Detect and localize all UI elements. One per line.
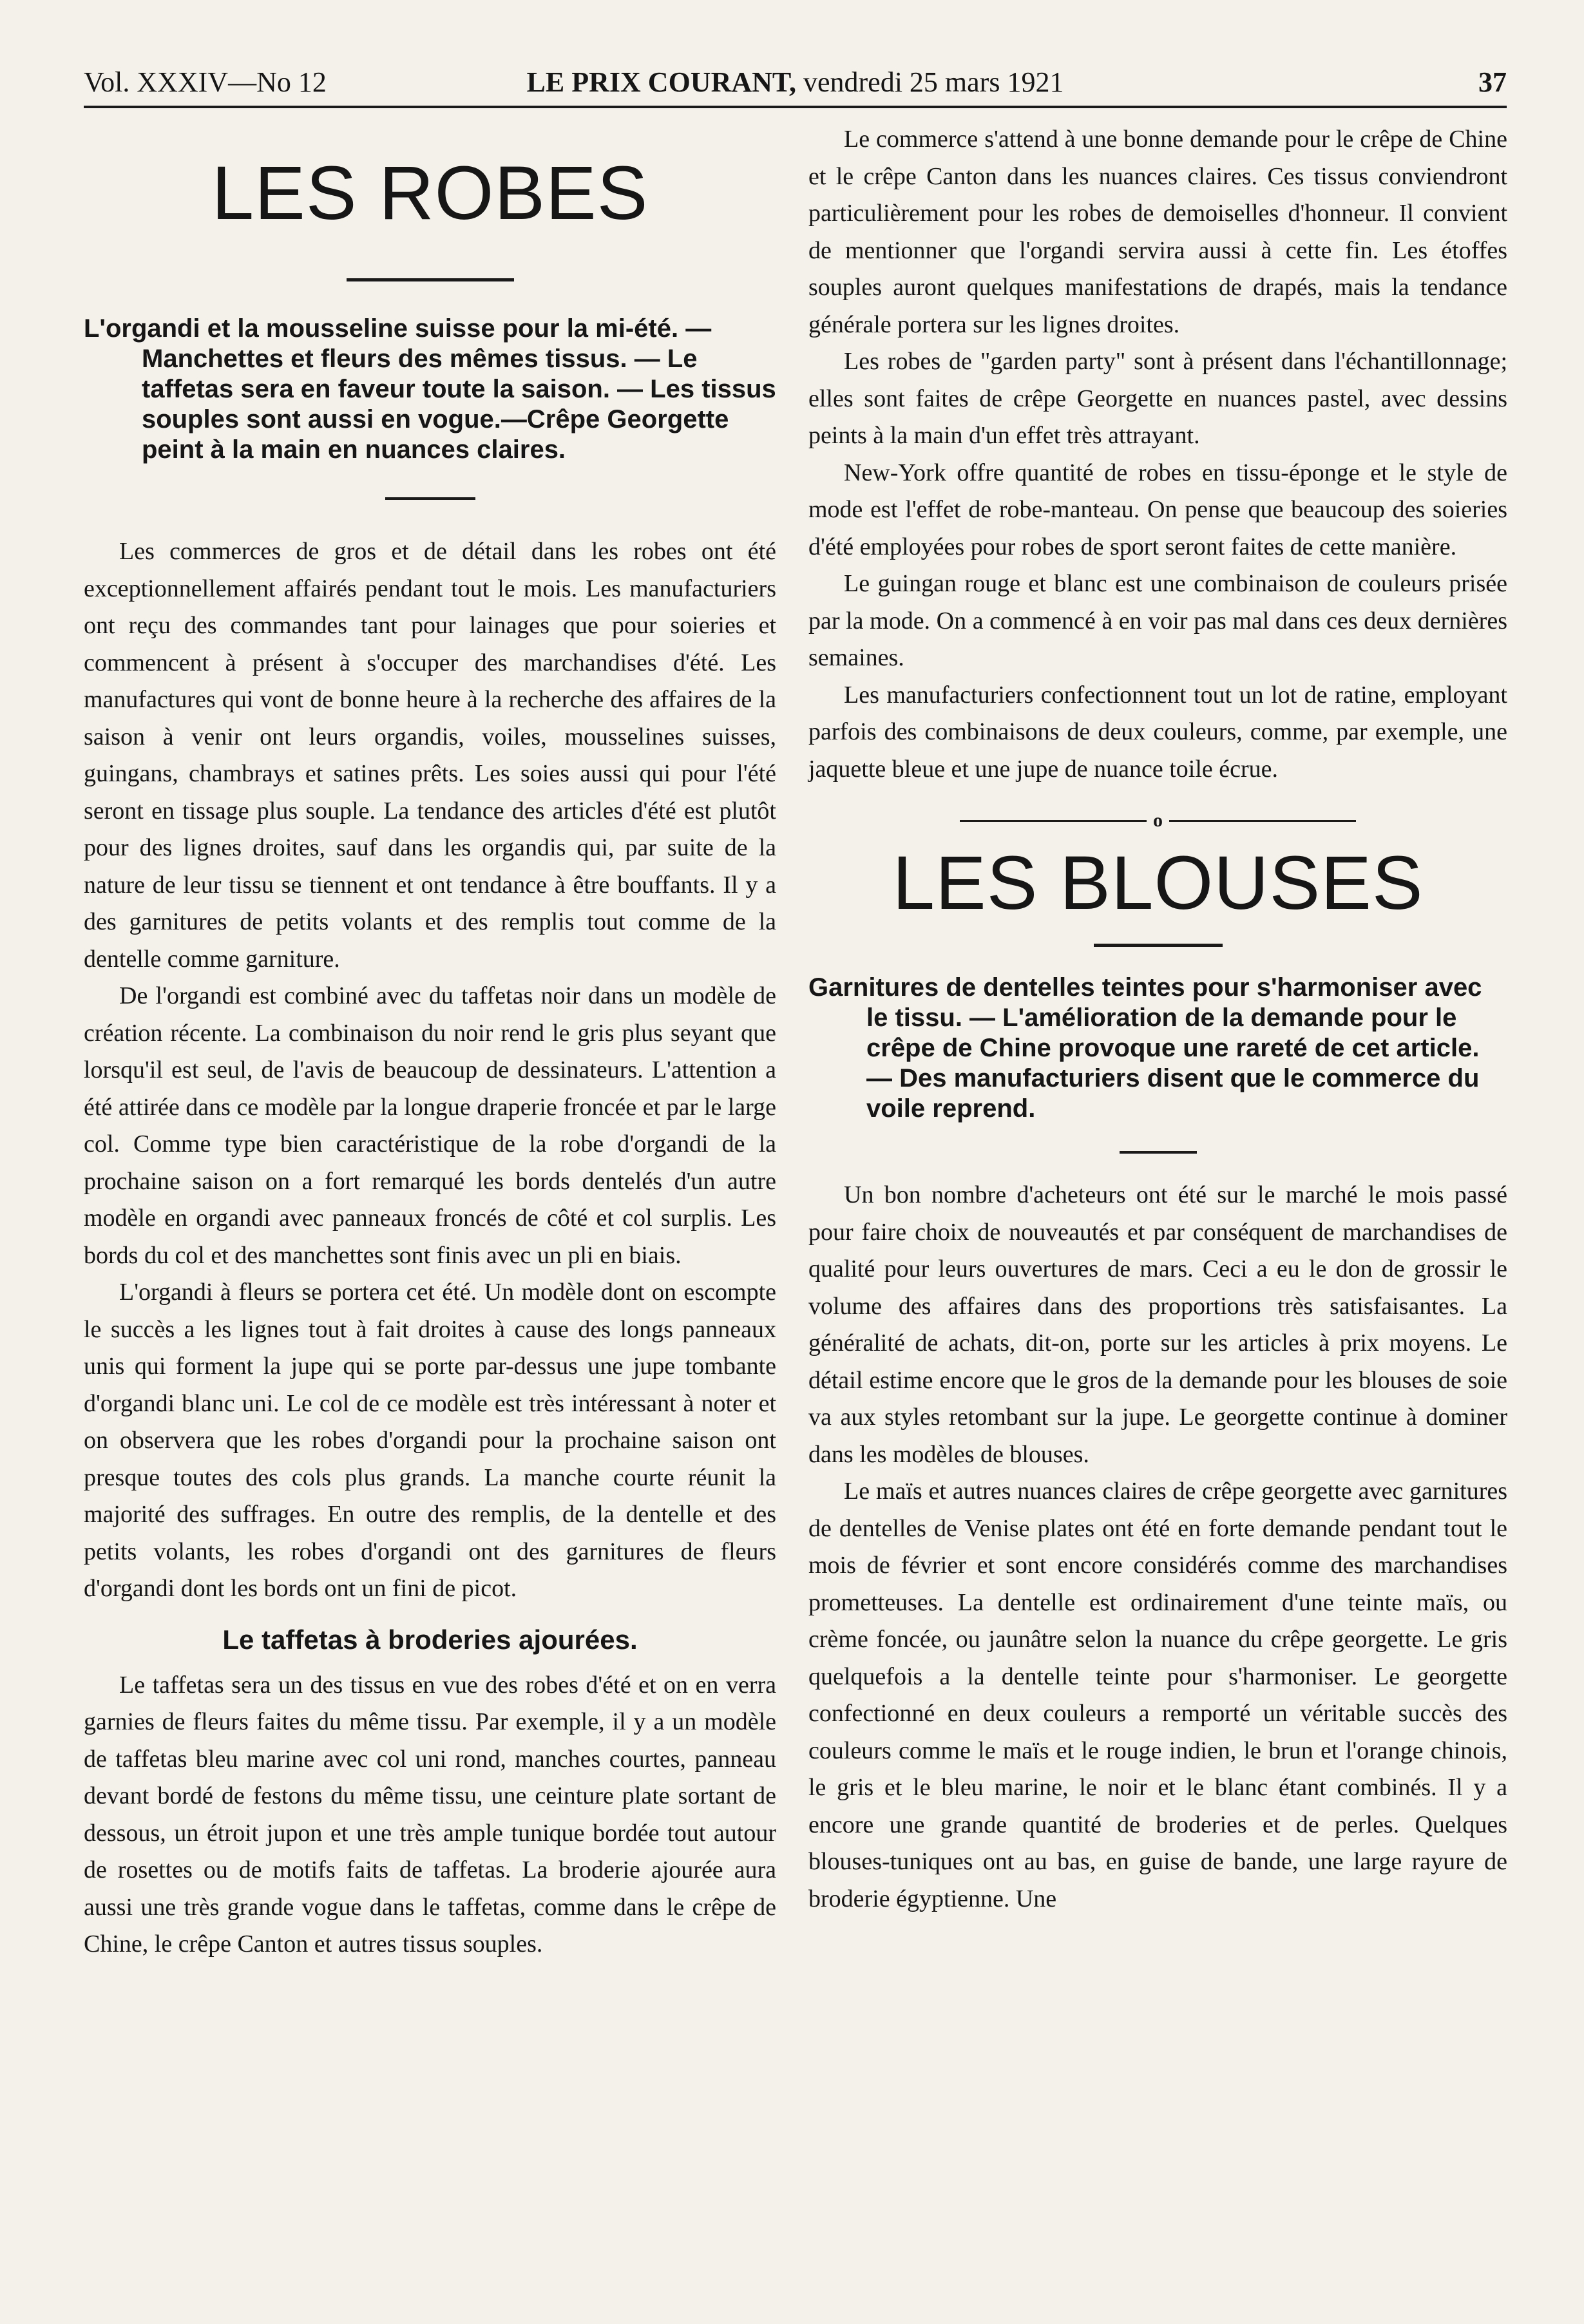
left-column	[84, 121, 776, 1963]
subhead-rule	[1120, 1151, 1197, 1154]
robes-paragraph: Le taffetas sera un des tissus en vue des robes d'été et on en verra garnies de fleurs faites du même tissu. Par exemple, il y a un modèle de taffetas bleu marine avec col uni rond, manches courtes, panneau devant bordé de festons du même tissu, une ceinture plate sortant de dessous, un étroit jupon et une très ample tunique bordée tout autour de rosettes ou de motifs faits de taffetas. La broderie ajourée aura aussi une très grande vogue dans le taffetas, comme dans le crêpe de Chine, le crêpe Canton et autres tissus souples.	[84, 1671, 776, 1957]
taffetas-heading: Le taffetas à broderies ajourées.	[222, 1624, 638, 1655]
robes-paragraph: Les manufacturiers confectionnent tout un lot de ratine, employant parfois des combinaisons de deux couleurs, comme, par exemple, une jaquette bleue et une jupe de nuance toile écrue.	[808, 681, 1507, 783]
robes-title: LES ROBES	[211, 151, 649, 236]
divider-line-left	[960, 820, 1147, 822]
section-divider	[808, 810, 1507, 832]
robes-paragraph: Le commerce s'attend à une bonne demande pour le crêpe de Chine et le crêpe Canton dans les nuances claires. Ces tissus conviendront particulièrement pour les robes de demoiselles d'honneur. Il convient de mentionner que l'organdi servira aussi à cette fin. Les étoffes souples auront quelques manifestations de drapés, mais la tendance générale portera sur les lignes droites.	[808, 126, 1507, 338]
robes-paragraph: L'organdi à fleurs se portera cet été. Un modèle dont on escompte le succès a les lignes tout à fait droites à cause des longs panneaux unis qui forment la jupe qui se porte par-dessus une jupe tombante d'organdi blanc uni. Le col de ce modèle est très intéressant à noter et on observera que les robes d'organdi pour la prochaine saison ont presque toutes des cols plus grands. La manche courte réunit la majorité des suffrages. En outre des remplis, de la dentelle et des petits volants, les robes d'organdi ont des garnitures de fleurs d'organdi dont les bords ont un fini de picot.	[84, 1279, 776, 1602]
blouses-paragraph: Le maïs et autres nuances claires de crêpe georgette avec garnitures de dentelles de Venise plates ont été en forte demande pendant tout le mois de février et sont encore considérés comme des marchandises prometteuses. La dentelle est ordinairement d'une teinte maïs, ou crème foncée, ou jaunâtre selon la nuance du crêpe georgette. Le gris quelquefois a la dentelle teinte pour s'harmoniser. Le georgette confectionné en deux couleurs a remporté un véritable succès des couleurs comme le maïs et le rouge indien, le brun et l'orange chinois, le gris et le bleu marine, le noir et le blanc étant combinés. Il y a encore une grande quantité de broderies et de perles. Quelques blouses-tuniques ont au bas, en guise de bande, une large rayure de broderie égyptienne. Une	[808, 1478, 1507, 1912]
blouses-paragraph: Un bon nombre d'acheteurs ont été sur le marché le mois passé pour faire choix de nouveautés et par conséquent de marchandises de qualité pour leurs ouvertures de mars. Ceci a eu le don de grossir le volume des affaires dans des proportions très satisfaisantes. La généralité de achats, dit-on, porte sur les articles à prix moyens. Le détail estime encore que le gros de la demande pour les blouses de soie va aux styles retombant sur la jupe. Le georgette continue à dominer dans les modèles de blouses.	[808, 1181, 1507, 1468]
title-rule	[1094, 944, 1223, 947]
robes-continued	[808, 121, 1507, 788]
page-header	[84, 59, 1507, 108]
robes-paragraph: Les commerces de gros et de détail dans les robes ont été exceptionnellement affairés pendant tout le mois. Les manufacturiers ont reçu des commandes tant pour lainages que pour soieries et commencent à présent à s'occuper des marchandises d'été. Les manufactures qui vont de bonne heure à la recherche des affaires de la saison à venir ont leurs organdis, voiles, mousselines suisses, guingans, chambrays et satines prêts. Les soies aussi qui pour l'été seront en tissage plus souple. La tendance des articles d'été est plutôt pour des lignes droites, sauf dans les organdis qui, par suite de la nature de leur tissu se tiennent et ont tendance à être bouffants. Il y a des garnitures de petits volants et des remplis tout comme de la dentelle comme garniture.	[84, 538, 776, 973]
robes-paragraph: New-York offre quantité de robes en tissu-éponge et le style de mode est l'effet de robe-manteau. On pense que beaucoup des soieries d'été employées pour robes de sport seront faites de cette manière.	[808, 459, 1507, 560]
robes-paragraph: Le guingan rouge et blanc est une combinaison de couleurs prisée par la mode. On a commencé à en voir pas mal dans ces deux dernières semaines.	[808, 570, 1507, 671]
taffetas-body	[84, 1667, 776, 1963]
page-number: 37	[1478, 66, 1507, 98]
publication-name: LE PRIX COURANT,	[526, 66, 796, 98]
issue-date: vendredi 25 mars 1921	[803, 66, 1064, 98]
robes-body	[84, 533, 776, 1608]
subhead-rule	[385, 497, 475, 500]
blouses-body	[808, 1177, 1507, 1918]
blouses-subhead: Garnitures de dentelles teintes pour s'harmoniser avec le tissu. — L'amélioration de la demande pour le crêpe de Chine provoque une rareté de cet article. — Des manufacturiers disent que le commerce du voile reprend.	[808, 973, 1482, 1123]
blouses-title: LES BLOUSES	[892, 841, 1424, 926]
title-rule	[347, 278, 514, 281]
robes-paragraph: De l'organdi est combiné avec du taffetas noir dans un modèle de création récente. La combinaison du noir rend le gris plus seyant que lorsqu'il est seul, de l'avis de beaucoup de dessinateurs. L'attention a été attirée dans ce modèle par la longue draperie froncée et par le large col. Comme type bien caractéristique de la robe d'organdi de la prochaine saison on a fort remarqué les bords dentelés d'un autre modèle en organdi avec panneaux froncés de côté et col surplis. Les bords du col et des manchettes sont finis avec un pli en biais.	[84, 982, 776, 1269]
robes-paragraph: Les robes de "garden party" sont à présent dans l'échantillonnage; elles sont faites de crêpe Georgette en nuances pastel, avec dessins peints à la main d'un effet très attrayant.	[808, 348, 1507, 449]
right-column	[808, 121, 1507, 1918]
publication-line	[84, 59, 1507, 106]
divider-ornament: o	[1153, 810, 1163, 831]
volume-number: Vol. XXXIV—No 12	[84, 66, 327, 98]
robes-subhead: L'organdi et la mousseline suisse pour la mi-été. — Manchettes et fleurs des mêmes tissus. — Le taffetas sera en faveur toute la saison. — Les tissus souples sont aussi en vogue.—Crêpe Georgette peint à la main en nuances claires.	[84, 314, 776, 464]
divider-line-right	[1169, 820, 1356, 822]
